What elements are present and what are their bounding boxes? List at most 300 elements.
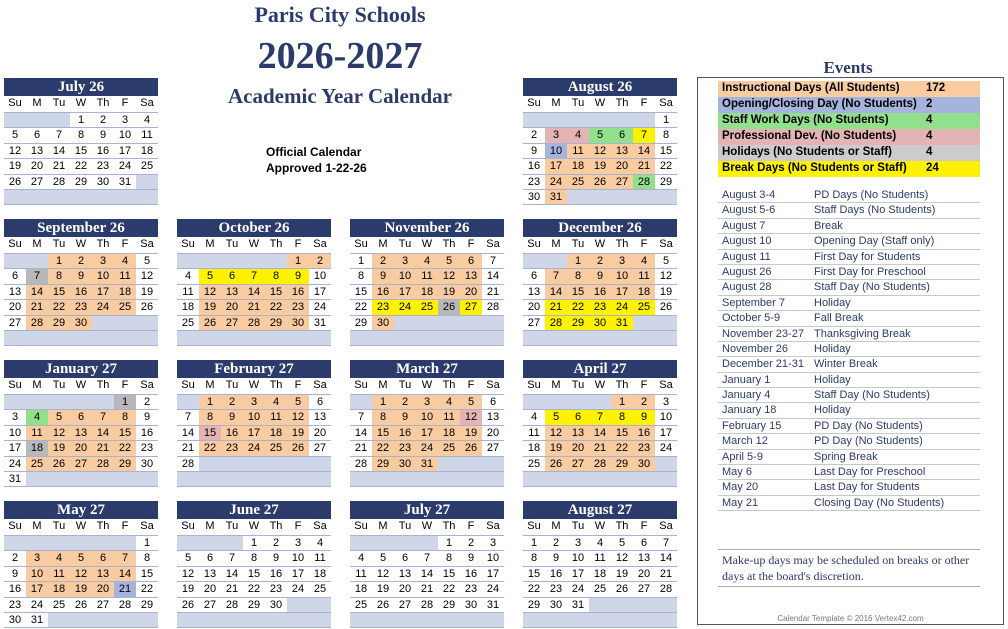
day-cell: 20: [611, 159, 633, 174]
week-row: [350, 299, 504, 315]
day-cell: 26: [659, 301, 673, 313]
day-cell: 1: [530, 536, 538, 549]
day-cell: 29: [48, 316, 70, 331]
month-calendar: [523, 360, 677, 487]
day-cell: [287, 457, 309, 472]
event-description: Closing Day (No Students): [814, 496, 945, 509]
day-cell: 25: [438, 441, 460, 456]
day-cell: 28: [420, 598, 434, 611]
day-cell: 22: [199, 441, 221, 456]
day-cell: 28: [633, 175, 655, 190]
day-cell: 28: [486, 301, 500, 313]
day-cell: 9: [221, 410, 243, 425]
day-cell: 5: [460, 395, 482, 410]
day-cell: 30: [372, 316, 394, 331]
day-cell: [136, 613, 158, 627]
day-cell: [394, 613, 416, 627]
day-cell: [633, 472, 655, 486]
day-cell: 3: [611, 254, 633, 269]
week-row: [4, 315, 158, 331]
day-cell: 6: [401, 552, 409, 564]
day-cell: 2: [372, 254, 394, 269]
day-cell: 8: [77, 129, 85, 141]
makeup-days-note: Make-up days may be scheduled on breaks or other days at the board's discretion.: [718, 549, 980, 587]
day-cell: [589, 395, 611, 410]
day-cell: [199, 536, 221, 551]
day-cell: 13: [567, 426, 589, 441]
month-title: February 27: [177, 360, 331, 378]
event-date: August 11: [722, 250, 771, 263]
day-cell: 6: [530, 270, 538, 282]
event-date: November 26: [722, 342, 789, 355]
day-cell: 1: [114, 395, 136, 410]
day-cell: 6: [11, 270, 19, 282]
day-cell: 5: [199, 269, 221, 284]
day-cell: 20: [567, 441, 589, 456]
day-cell: 11: [48, 567, 70, 582]
day-cell: 9: [394, 410, 416, 425]
day-cell: [48, 395, 70, 410]
week-row: [523, 456, 677, 472]
weekday-label: Tu: [52, 238, 66, 250]
day-cell: 15: [567, 285, 589, 300]
day-cell: 6: [640, 536, 648, 549]
weekday-label: W: [594, 520, 606, 532]
day-cell: 22: [372, 441, 394, 456]
day-cell: [70, 190, 92, 204]
day-cell: [48, 536, 70, 551]
event-row: [718, 373, 980, 388]
week-row: [177, 535, 331, 551]
day-cell: 2: [99, 113, 107, 126]
day-cell: [70, 613, 92, 627]
day-cell: 18: [140, 144, 154, 157]
legend-label: Break Days (No Students or Staff): [722, 162, 907, 174]
weekday-label: Sa: [140, 97, 154, 109]
day-cell: [177, 395, 199, 410]
week-row: [523, 253, 677, 269]
day-cell: 26: [460, 441, 482, 456]
day-cell: 21: [589, 441, 611, 456]
month-title: August 26: [523, 78, 677, 96]
day-cell: 4: [316, 536, 324, 549]
day-cell: [611, 190, 633, 204]
day-cell: 26: [48, 457, 70, 472]
weekday-label: F: [121, 379, 129, 391]
weekday-label: Th: [615, 520, 629, 532]
day-cell: 28: [589, 457, 611, 472]
month-calendar: [350, 360, 504, 487]
weekday-label: Su: [527, 379, 541, 391]
weekday-label: Tu: [52, 97, 66, 109]
week-row: [523, 174, 677, 190]
day-cell: 4: [265, 395, 287, 410]
event-date: August 28: [722, 281, 772, 294]
day-cell: 17: [313, 285, 327, 298]
day-cell: 14: [181, 426, 195, 439]
day-cell: 16: [96, 144, 110, 157]
week-row: [523, 268, 677, 284]
day-cell: 6: [316, 395, 324, 408]
day-cell: 7: [114, 551, 136, 566]
day-cell: [114, 316, 136, 331]
day-cell: 11: [416, 269, 438, 284]
day-cell: 1: [445, 536, 453, 549]
weekday-label: Sa: [486, 379, 500, 391]
weekday-label: Th: [442, 238, 456, 250]
day-cell: 6: [611, 128, 633, 143]
day-cell: 2: [70, 254, 92, 269]
day-cell: 21: [545, 300, 567, 315]
week-row: [177, 581, 331, 597]
event-description: PD Day (No Students): [814, 435, 923, 448]
weekday-label: Su: [354, 520, 368, 532]
week-row: [4, 597, 158, 613]
day-cell: 15: [527, 567, 541, 580]
day-cell: 1: [287, 254, 309, 269]
day-cell: 27: [203, 598, 217, 611]
day-cell: 4: [596, 536, 604, 549]
day-cell: 10: [394, 269, 416, 284]
day-cell: [372, 331, 394, 345]
day-cell: 9: [70, 269, 92, 284]
day-cell: 12: [48, 426, 70, 441]
day-cell: 29: [527, 598, 541, 611]
day-cell: 9: [467, 552, 475, 564]
weekday-label: Tu: [398, 379, 412, 391]
event-description: Last Day for Students: [814, 481, 920, 494]
day-cell: [92, 331, 114, 345]
day-cell: 29: [442, 598, 456, 611]
events-list: [718, 188, 980, 511]
week-row: [523, 284, 677, 300]
weekday-label: Th: [96, 379, 110, 391]
day-cell: 27: [398, 598, 412, 611]
weekday-header: [350, 519, 504, 535]
day-cell: 25: [114, 300, 136, 315]
event-description: Opening Day (Staff only): [814, 235, 935, 248]
day-cell: 8: [530, 552, 538, 564]
day-cell: [136, 331, 158, 345]
weekday-label: Sa: [659, 520, 673, 532]
week-row: [4, 189, 158, 205]
day-cell: 28: [225, 598, 239, 611]
week-row: [523, 535, 677, 551]
day-cell: 1: [567, 254, 589, 269]
day-cell: 27: [527, 316, 541, 329]
day-cell: 20: [70, 441, 92, 456]
week-row: [4, 456, 158, 472]
day-cell: [287, 613, 309, 627]
day-cell: 1: [372, 395, 394, 410]
day-cell: 16: [589, 285, 611, 300]
day-cell: 22: [74, 160, 88, 172]
day-cell: 5: [70, 551, 92, 566]
day-cell: 21: [26, 300, 48, 315]
day-cell: 9: [589, 269, 611, 284]
month-calendar: [4, 360, 158, 487]
day-cell: 21: [420, 583, 434, 595]
day-cell: 5: [184, 552, 192, 564]
day-cell: 9: [272, 552, 280, 564]
day-cell: 6: [567, 410, 589, 425]
weekday-label: Su: [8, 520, 22, 532]
month-calendar: [523, 219, 677, 346]
legend-item: [718, 145, 980, 161]
day-cell: [114, 536, 136, 551]
weekday-label: Tu: [398, 238, 412, 250]
day-cell: [221, 536, 243, 551]
day-cell: [416, 536, 438, 551]
event-date: September 7: [722, 296, 785, 309]
day-cell: [523, 395, 545, 410]
week-row: [4, 550, 158, 566]
day-cell: 21: [633, 159, 655, 174]
week-row: [523, 158, 677, 174]
weekday-label: W: [75, 379, 87, 391]
day-cell: [92, 316, 114, 331]
day-cell: [265, 254, 287, 269]
week-row: [350, 253, 504, 269]
day-cell: 13: [92, 567, 114, 582]
week-row: [523, 112, 677, 128]
day-cell: [438, 316, 460, 331]
day-cell: 20: [203, 583, 217, 595]
day-cell: 14: [659, 552, 673, 564]
event-row: [718, 480, 980, 495]
day-cell: [523, 113, 545, 128]
day-cell: 13: [637, 552, 651, 564]
week-row: [523, 425, 677, 441]
day-cell: 5: [379, 552, 387, 564]
week-row: [177, 409, 331, 425]
weekday-label: Th: [269, 379, 283, 391]
day-cell: 14: [354, 426, 368, 439]
day-cell: 27: [221, 316, 243, 331]
day-cell: 23: [70, 300, 92, 315]
day-cell: 25: [265, 441, 287, 456]
event-row: [718, 465, 980, 480]
legend-item: [718, 113, 980, 129]
day-cell: [243, 613, 265, 627]
day-cell: 25: [567, 175, 589, 190]
day-cell: 2: [11, 552, 19, 564]
month-calendar: [4, 78, 158, 205]
day-cell: 24: [545, 175, 567, 190]
day-cell: 17: [571, 567, 585, 580]
day-cell: 5: [589, 128, 611, 143]
day-cell: 11: [26, 426, 48, 441]
day-cell: 4: [184, 270, 192, 282]
day-cell: [655, 457, 677, 472]
day-cell: 7: [423, 552, 431, 564]
day-cell: 27: [30, 175, 44, 188]
day-cell: 15: [354, 285, 368, 298]
day-cell: 16: [394, 426, 416, 441]
day-cell: 19: [589, 159, 611, 174]
day-cell: [287, 331, 309, 345]
week-row: [523, 315, 677, 331]
day-cell: [4, 331, 26, 345]
day-cell: 31: [416, 457, 438, 472]
day-cell: 5: [618, 536, 626, 549]
day-cell: 28: [354, 457, 368, 470]
day-cell: [523, 331, 545, 345]
day-cell: 19: [140, 285, 154, 298]
weekday-label: Su: [181, 520, 195, 532]
weekday-label: Th: [615, 379, 629, 391]
weekday-label: M: [551, 97, 561, 109]
day-cell: 13: [398, 567, 412, 580]
legend-count: 4: [926, 130, 933, 142]
day-cell: 11: [594, 552, 606, 564]
day-cell: 2: [530, 129, 538, 141]
day-cell: 18: [26, 441, 48, 456]
day-cell: 1: [77, 113, 85, 126]
day-cell: 8: [445, 552, 453, 564]
weekday-header: [4, 237, 158, 253]
weekday-label: W: [75, 520, 87, 532]
day-cell: 7: [589, 410, 611, 425]
day-cell: 24: [659, 442, 673, 454]
day-cell: [589, 613, 611, 627]
weekday-label: F: [467, 238, 475, 250]
day-cell: [523, 254, 545, 269]
legend-item: [718, 97, 980, 113]
day-cell: 3: [121, 113, 129, 126]
weekday-label: F: [640, 379, 648, 391]
day-cell: 19: [438, 285, 460, 300]
day-cell: [633, 331, 655, 345]
day-cell: [460, 613, 482, 627]
day-cell: 16: [140, 426, 154, 439]
day-cell: [243, 457, 265, 472]
day-cell: 29: [372, 457, 394, 472]
day-cell: 7: [184, 411, 192, 423]
weekday-label: W: [421, 520, 433, 532]
day-cell: 13: [30, 144, 44, 157]
day-cell: 18: [527, 442, 541, 454]
day-cell: 10: [486, 552, 500, 564]
day-cell: 11: [182, 285, 194, 298]
day-cell: 9: [530, 144, 538, 157]
weekday-label: F: [121, 238, 129, 250]
day-cell: [350, 395, 372, 410]
day-cell: 2: [633, 395, 655, 410]
day-cell: 17: [611, 285, 633, 300]
day-cell: 16: [287, 285, 309, 300]
day-cell: 17: [659, 426, 673, 439]
day-cell: 12: [589, 144, 611, 159]
day-cell: 12: [460, 410, 482, 425]
day-cell: 26: [74, 598, 88, 611]
day-cell: 31: [313, 316, 327, 329]
day-cell: 29: [247, 598, 261, 611]
day-cell: [199, 613, 221, 627]
day-cell: [589, 113, 611, 128]
day-cell: [545, 113, 567, 128]
day-cell: 26: [140, 301, 154, 313]
day-cell: [243, 254, 265, 269]
day-cell: 20: [221, 300, 243, 315]
week-row: [4, 566, 158, 582]
weekday-label: M: [205, 520, 215, 532]
day-cell: [70, 395, 92, 410]
day-cell: 12: [545, 426, 567, 441]
month-calendar: [523, 78, 677, 205]
day-cell: 27: [70, 457, 92, 472]
day-cell: 24: [313, 301, 327, 313]
day-cell: [221, 472, 243, 486]
day-cell: 20: [30, 160, 44, 172]
weekday-label: M: [32, 379, 42, 391]
day-cell: 20: [8, 301, 22, 313]
day-cell: 27: [567, 457, 589, 472]
week-row: [177, 566, 331, 582]
day-cell: 25: [181, 316, 195, 329]
day-cell: 18: [313, 567, 327, 580]
weekday-label: Tu: [571, 379, 585, 391]
day-cell: 17: [26, 582, 48, 597]
day-cell: 21: [243, 300, 265, 315]
day-cell: 1: [662, 113, 670, 126]
week-row: [350, 409, 504, 425]
day-cell: 7: [489, 254, 497, 267]
day-cell: 26: [438, 300, 460, 315]
day-cell: 17: [486, 567, 500, 580]
day-cell: [92, 613, 114, 627]
day-cell: 15: [74, 144, 88, 157]
day-cell: [633, 316, 655, 331]
event-date: August 3-4: [722, 189, 776, 201]
weekday-label: Su: [354, 238, 368, 250]
weekday-label: Th: [96, 520, 110, 532]
day-cell: 2: [394, 395, 416, 410]
day-cell: [4, 190, 26, 204]
day-cell: 28: [545, 316, 567, 331]
day-cell: 14: [589, 426, 611, 441]
week-row: [523, 143, 677, 159]
weekday-label: Tu: [52, 379, 66, 391]
day-cell: 26: [615, 583, 629, 595]
day-cell: 12: [287, 410, 309, 425]
day-cell: 14: [52, 144, 66, 157]
day-cell: 24: [118, 160, 132, 172]
day-cell: 23: [140, 442, 154, 454]
day-cell: 2: [143, 395, 151, 408]
month-title: July 26: [4, 78, 158, 96]
day-cell: 22: [442, 583, 456, 595]
day-cell: [633, 190, 655, 204]
day-cell: [482, 457, 504, 472]
day-cell: [589, 598, 611, 613]
day-cell: 30: [70, 316, 92, 331]
day-cell: 31: [611, 316, 633, 331]
day-cell: [92, 190, 114, 204]
day-cell: 10: [26, 567, 48, 582]
day-cell: 31: [30, 614, 44, 626]
day-cell: 8: [48, 269, 70, 284]
month-title: November 26: [350, 219, 504, 237]
week-row: [523, 581, 677, 597]
day-cell: 5: [143, 254, 151, 267]
day-cell: 30: [464, 598, 478, 611]
day-cell: [177, 254, 199, 269]
weekday-label: F: [294, 238, 302, 250]
event-description: Staff Days (No Students): [814, 204, 936, 217]
day-cell: [655, 190, 677, 204]
event-description: Holiday: [814, 342, 851, 355]
